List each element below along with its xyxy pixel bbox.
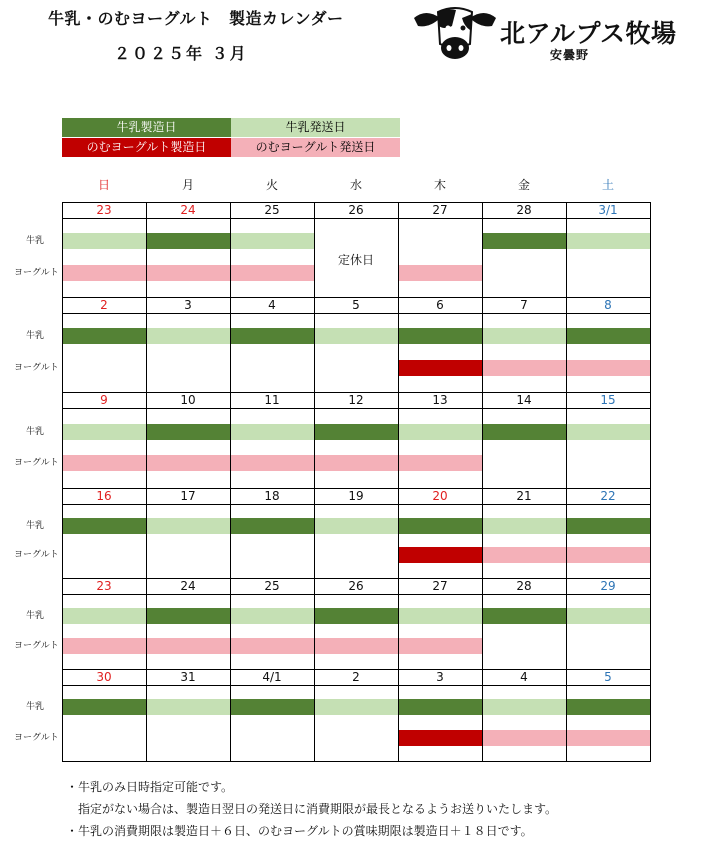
- notes: [66, 776, 557, 842]
- legend-yogurt-shipping: のむヨーグルト発送日: [231, 138, 400, 157]
- day-number: 22: [600, 489, 616, 503]
- milk-production-bar: [482, 424, 566, 440]
- day-number: 20: [432, 489, 448, 503]
- yogurt-shipping-bar: [146, 455, 230, 471]
- yogurt-shipping-bar: [146, 265, 230, 281]
- milk-shipping-bar: [482, 518, 566, 534]
- milk-shipping-bar: [566, 608, 650, 624]
- grid-line: [146, 202, 147, 762]
- day-number: 2: [100, 298, 108, 312]
- closed-label: 定休日: [337, 253, 374, 267]
- yogurt-production-bar: [398, 360, 482, 376]
- milk-production-bar: [398, 518, 482, 534]
- day-number: 27: [432, 579, 448, 593]
- day-number: 28: [516, 579, 532, 593]
- weekday-wed: 水: [349, 178, 362, 192]
- weekday-thu: 木: [433, 178, 446, 192]
- logo: [412, 4, 677, 64]
- day-number: 26: [348, 203, 364, 217]
- day-number: 3: [436, 670, 444, 684]
- row-label-yogurt: ヨーグルト: [14, 641, 59, 651]
- milk-production-bar: [314, 424, 398, 440]
- day-number: 14: [516, 393, 532, 407]
- grid-line: [62, 594, 651, 595]
- yogurt-shipping-bar: [482, 730, 566, 746]
- milk-production-bar: [314, 608, 398, 624]
- day-number: 16: [96, 489, 112, 503]
- day-number: 3: [184, 298, 192, 312]
- milk-production-bar: [230, 328, 314, 344]
- row-label-yogurt: ヨーグルト: [14, 733, 59, 743]
- milk-shipping-bar: [230, 233, 314, 249]
- grid-line: [62, 669, 651, 670]
- day-number: 28: [516, 203, 532, 217]
- grid-line: [62, 297, 651, 298]
- milk-shipping-bar: [482, 699, 566, 715]
- yogurt-production-bar: [398, 547, 482, 563]
- row-label-milk: 牛乳: [26, 427, 45, 437]
- day-number: 30: [96, 670, 112, 684]
- day-number: 13: [432, 393, 448, 407]
- legend: [62, 118, 400, 158]
- grid-line: [62, 313, 651, 314]
- yogurt-shipping-bar: [230, 455, 314, 471]
- day-number: 24: [180, 579, 196, 593]
- milk-production-bar: [398, 328, 482, 344]
- day-number: 18: [264, 489, 280, 503]
- yogurt-shipping-bar: [566, 360, 650, 376]
- day-number: 21: [516, 489, 532, 503]
- day-number: 26: [348, 579, 364, 593]
- day-number: 25: [264, 579, 280, 593]
- milk-shipping-bar: [398, 424, 482, 440]
- milk-shipping-bar: [314, 518, 398, 534]
- milk-production-bar: [146, 233, 230, 249]
- day-number: 15: [600, 393, 616, 407]
- row-label-yogurt: ヨーグルト: [14, 458, 59, 468]
- yogurt-shipping-bar: [314, 638, 398, 654]
- logo-subtitle: 安曇野: [550, 48, 590, 62]
- milk-production-bar: [398, 699, 482, 715]
- row-label-milk: 牛乳: [26, 236, 45, 246]
- day-number: 17: [180, 489, 196, 503]
- day-number: 5: [604, 670, 612, 684]
- day-number: 4: [520, 670, 528, 684]
- note-line: ・牛乳のみ日時指定可能です。: [66, 780, 234, 794]
- day-number: 19: [348, 489, 364, 503]
- milk-production-bar: [482, 608, 566, 624]
- day-number: 12: [348, 393, 364, 407]
- row-label-milk: 牛乳: [26, 521, 45, 531]
- yogurt-production-bar: [398, 730, 482, 746]
- milk-production-bar: [566, 328, 650, 344]
- yogurt-shipping-bar: [398, 455, 482, 471]
- day-number: 5: [352, 298, 360, 312]
- row-label-yogurt: ヨーグルト: [14, 363, 59, 373]
- milk-shipping-bar: [146, 328, 230, 344]
- grid-line: [398, 202, 399, 762]
- page-title: 牛乳・のむヨーグルト 製造カレンダー: [48, 9, 344, 28]
- yogurt-shipping-bar: [230, 638, 314, 654]
- row-label-milk: 牛乳: [26, 611, 45, 621]
- milk-shipping-bar: [482, 328, 566, 344]
- day-number: 27: [432, 203, 448, 217]
- grid-line: [62, 578, 651, 579]
- day-number: 7: [520, 298, 528, 312]
- row-label-yogurt: ヨーグルト: [14, 268, 59, 278]
- grid-line: [62, 761, 651, 762]
- milk-shipping-bar: [146, 518, 230, 534]
- milk-shipping-bar: [230, 608, 314, 624]
- milk-shipping-bar: [398, 608, 482, 624]
- note-line: ・牛乳の消費期限は製造日＋６日、のむヨーグルトの賞味期限は製造日＋１８日です。: [66, 824, 533, 838]
- day-number: 3/1: [598, 203, 618, 217]
- milk-shipping-bar: [314, 699, 398, 715]
- milk-production-bar: [230, 699, 314, 715]
- day-number: 10: [180, 393, 196, 407]
- grid-line: [62, 685, 651, 686]
- day-number: 23: [96, 579, 112, 593]
- grid-line: [62, 488, 651, 489]
- milk-production-bar: [482, 233, 566, 249]
- row-label-milk: 牛乳: [26, 331, 45, 341]
- milk-shipping-bar: [566, 424, 650, 440]
- legend-milk-shipping: 牛乳発送日: [231, 118, 400, 137]
- grid-line: [230, 202, 231, 762]
- day-number: 24: [180, 203, 196, 217]
- logo-name: 北アルプス牧場: [500, 19, 677, 48]
- day-number: 25: [264, 203, 280, 217]
- milk-production-bar: [566, 699, 650, 715]
- day-number: 31: [180, 670, 196, 684]
- weekday-fri: 金: [517, 178, 530, 192]
- grid-line: [62, 202, 651, 203]
- milk-shipping-bar: [314, 328, 398, 344]
- cow-face-icon: [412, 4, 498, 64]
- yogurt-shipping-bar: [482, 547, 566, 563]
- day-number: 8: [604, 298, 612, 312]
- milk-shipping-bar: [566, 233, 650, 249]
- day-number: 29: [600, 579, 616, 593]
- milk-production-bar: [566, 518, 650, 534]
- yogurt-shipping-bar: [566, 547, 650, 563]
- grid-line: [62, 504, 651, 505]
- yogurt-shipping-bar: [314, 455, 398, 471]
- day-number: 2: [352, 670, 360, 684]
- day-number: 4: [268, 298, 276, 312]
- yogurt-shipping-bar: [482, 360, 566, 376]
- milk-shipping-bar: [146, 699, 230, 715]
- weekday-sun: 日: [97, 178, 110, 192]
- milk-shipping-bar: [230, 424, 314, 440]
- day-number: 23: [96, 203, 112, 217]
- note-line: 指定がない場合は、製造日翌日の発送日に消費期限が最長となるようお送りいたします。: [66, 802, 558, 816]
- yogurt-shipping-bar: [398, 638, 482, 654]
- grid-line: [566, 202, 567, 762]
- yogurt-shipping-bar: [146, 638, 230, 654]
- day-number: 4/1: [262, 670, 282, 684]
- day-number: 6: [436, 298, 444, 312]
- grid-line: [650, 202, 651, 762]
- yogurt-shipping-bar: [566, 730, 650, 746]
- grid-line: [482, 202, 483, 762]
- row-label-milk: 牛乳: [26, 702, 45, 712]
- milk-production-bar: [146, 608, 230, 624]
- grid-line: [62, 392, 651, 393]
- legend-yogurt-production: のむヨーグルト製造日: [62, 138, 231, 157]
- grid-line: [314, 202, 315, 762]
- milk-production-bar: [230, 518, 314, 534]
- weekday-sat: 土: [601, 178, 614, 192]
- calendar-month: ２０２５年 ３月: [114, 44, 248, 63]
- weekday-tue: 火: [265, 178, 278, 192]
- milk-production-bar: [146, 424, 230, 440]
- row-label-yogurt: ヨーグルト: [14, 550, 59, 560]
- grid-line: [62, 408, 651, 409]
- day-number: 11: [264, 393, 280, 407]
- legend-milk-production: 牛乳製造日: [62, 118, 231, 137]
- grid-line: [62, 202, 63, 762]
- day-number: 9: [100, 393, 108, 407]
- yogurt-shipping-bar: [398, 265, 482, 281]
- yogurt-shipping-bar: [230, 265, 314, 281]
- weekday-mon: 月: [181, 178, 194, 192]
